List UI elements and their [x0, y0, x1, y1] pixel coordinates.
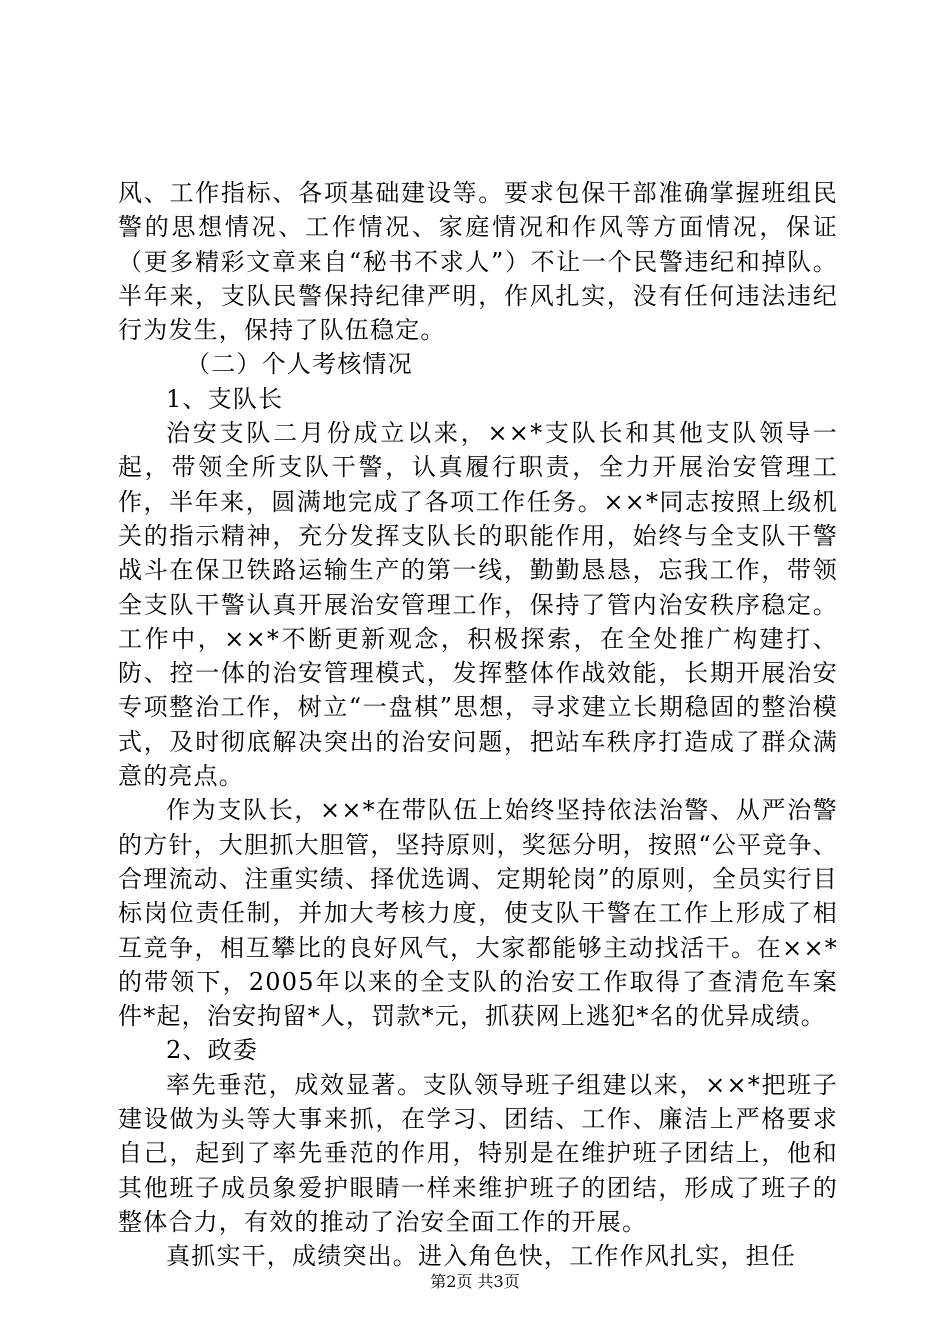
paragraph-continuation: 风、工作指标、各项基础建设等。要求包保干部准确掌握班组民警的思想情况、工作情况、家庭情况和作风等方面情况，保证（更多精彩文章来自“秘书不求人”）不让一个民警违纪和掉队。半年来，支队民警保持纪律严明，作风扎实，没有任何违法违纪行为发生，保持了队伍稳定。 — [118, 179, 838, 345]
subheading-political-commissar: 2、政委 — [166, 1036, 259, 1065]
page-footer — [0, 1272, 950, 1292]
paragraph-political-commissar-2: 真抓实干，成绩突出。进入角色快，工作作风扎实，担任 — [166, 1242, 796, 1271]
paragraph-team-leader-2: 作为支队长，××*在带队伍上始终坚持依法治警、从严治警的方针，大胆抓大胆管，坚持原则，奖惩分明，按照“公平竞争、合理流动、注重实绩、择优选调、定期轮岗”的原则，全员实行目标岗位责任制，并加大考核力度，使支队干警在工作上形成了相互竞争，相互攀比的良好风气，大家都能够主动找活干。在××*的带领下，2005年以来的全支队的治安工作取得了查清危车案件*起，治安拘留*人，罚款*元，抓获网上逃犯*名的优异成绩。 — [118, 796, 838, 1031]
paragraph-team-leader-1: 治安支队二月份成立以来，××*支队长和其他支队领导一起，带领全所支队干警，认真履行职责，全力开展治安管理工作，半年来，圆满地完成了各项工作任务。××*同志按照上级机关的指示精神，充分发挥支队长的职能作用，始终与全支队干警战斗在保卫铁路运输生产的第一线，勤勤恳恳，忘我工作，带领全支队干警认真开展治安管理工作，保持了管内治安秩序稳定。工作中，××*不断更新观念，积极探索，在全处推广构建打、防、控一体的治安管理模式，发挥整体作战效能，长期开展治安专项整治工作，树立“一盘棋”思想，寻求建立长期稳固的整治模式，及时彻底解决突出的治安问题，把站车秩序打造成了群众满意的亮点。 — [118, 419, 838, 791]
page-number-label: 第2页 共3页 — [430, 1272, 520, 1291]
paragraph-political-commissar-1: 率先垂范，成效显著。支队领导班子组建以来，××*把班子建设做为头等大事来抓，在学习、团结、工作、廉洁上严格要求自己，起到了率先垂范的作用，特别是在维护班子团结上，他和其他班子成员象爱护眼睛一样来维护班子的团结，形成了班子的整体合力，有效的推动了治安全面工作的开展。 — [118, 1070, 838, 1236]
document-body — [118, 176, 838, 1274]
section-heading-personal-assessment: （二）个人考核情况 — [186, 350, 413, 379]
subheading-team-leader: 1、支队长 — [166, 384, 284, 413]
